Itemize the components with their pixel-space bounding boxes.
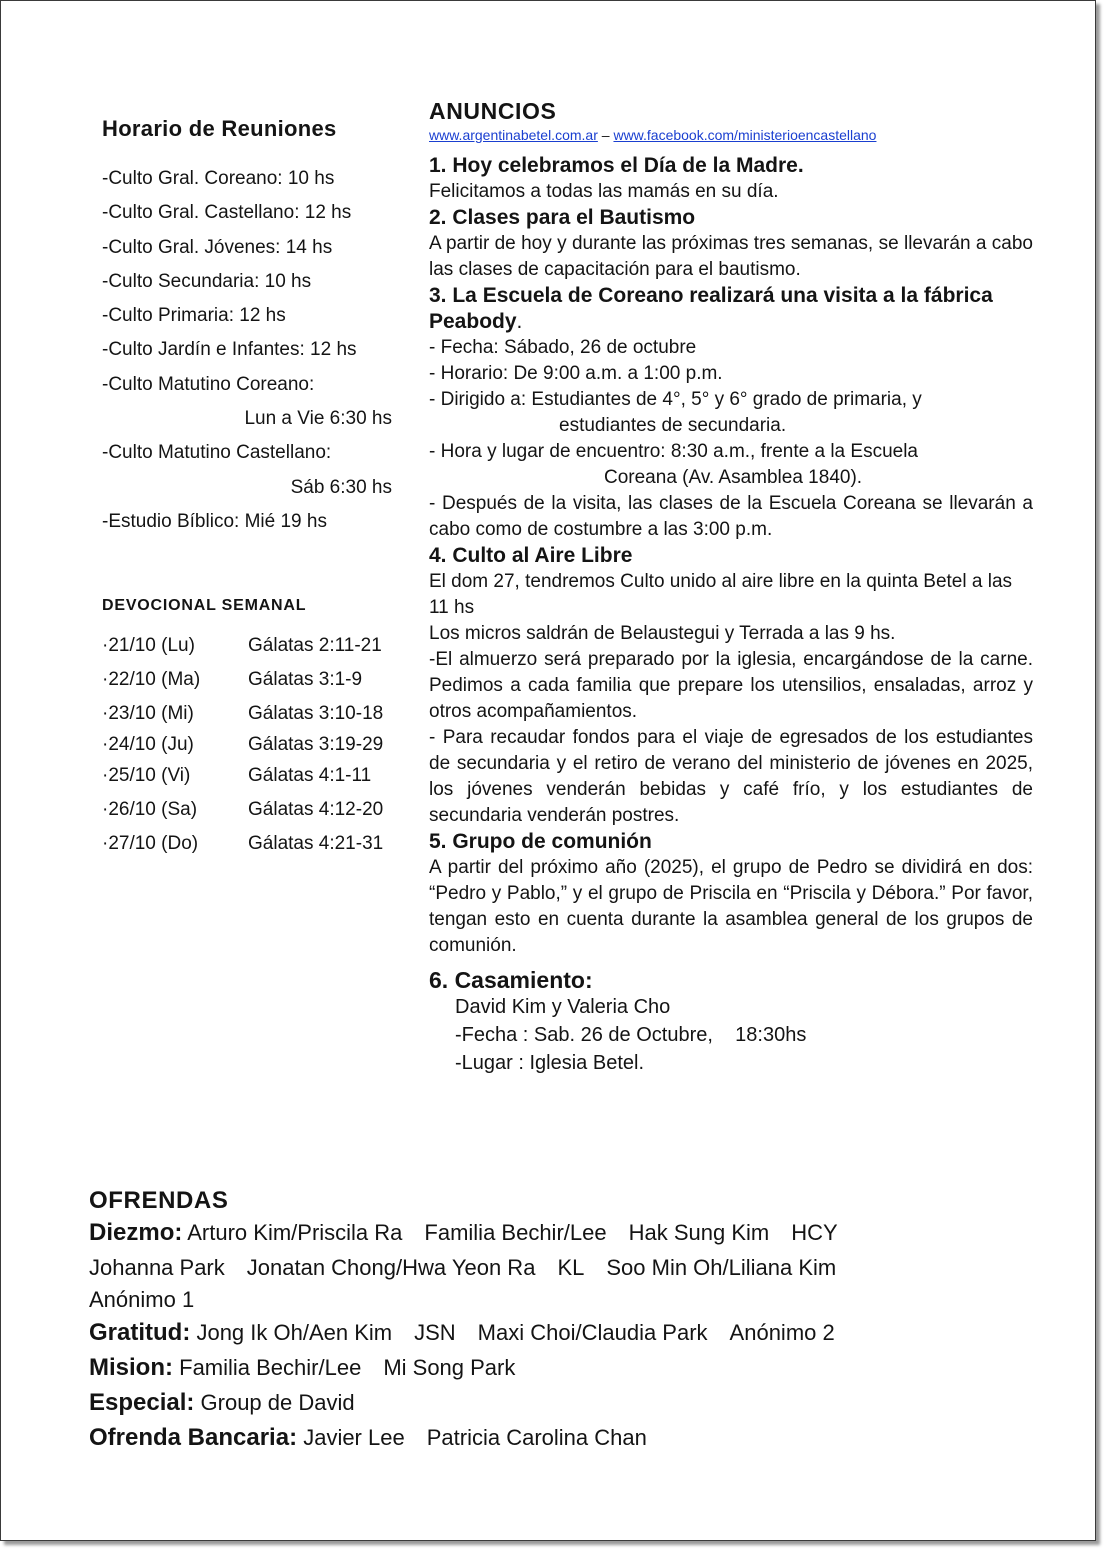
devotional-list [102, 629, 402, 861]
bancaria-line: Ofrenda Bancaria: Javier Lee Patricia Carolina Chan [89, 1424, 647, 1451]
devotional-row: ·24/10 (Ju) Gálatas 3:19-29 [102, 734, 384, 756]
devotional-row: ·27/10 (Do) Gálatas 4:21-31 [102, 833, 384, 855]
devotional-row: ·25/10 (Vi) Gálatas 4:1-11 [102, 765, 372, 787]
announcement-3-meeting-cont: Coreana (Av. Asamblea 1840). [604, 467, 863, 488]
announcement-3-audience: - Dirigido a: Estudiantes de 4°, 5° y 6° grado de primaria, y [429, 389, 922, 410]
announcement-5-text: A partir del próximo año (2025), el grupo de Pedro se dividirá en dos: “Pedro y Pablo,” y el grupo de Priscila en “Priscila y Débora.” Por favor, tengan esto en cuenta durante la asamblea general de los grupos de comunión. [429, 857, 1033, 956]
announcement-1-title: 1. Hoy celebramos el Día de la Madre. [429, 154, 804, 177]
announcement-3-title: 3. La Escuela de Coreano realizará una visita a la fábrica Peabody. [429, 284, 993, 333]
facebook-link[interactable]: www.facebook.com/ministerioencastellano [613, 127, 877, 143]
diezmo-line: Anónimo 1 [89, 1287, 195, 1312]
schedule-item: -Culto Jardín e Infantes: 12 hs [102, 339, 357, 361]
announcement-3-date: - Fecha: Sábado, 26 de octubre [429, 337, 697, 358]
announcement-3-time: - Horario: De 9:00 a.m. a 1:00 p.m. [429, 363, 723, 384]
diezmo-line: Johanna Park Jonatan Chong/Hwa Yeon Ra KL Soo Min Oh/Liliana Kim [89, 1255, 837, 1280]
offerings-title: OFRENDAS [89, 1187, 229, 1214]
announcement-4-title: 4. Culto al Aire Libre [429, 544, 633, 567]
wedding-names: David Kim y Valeria Cho [455, 996, 671, 1018]
announcement-4-text: El dom 27, tendremos Culto unido al aire libre en la quinta Betel a las 11 hs [429, 571, 1013, 618]
wedding-place: -Lugar : Iglesia Betel. [455, 1052, 644, 1074]
devotional-title: DEVOCIONAL SEMANAL [102, 597, 307, 615]
announcement-2-title: 2. Clases para el Bautismo [429, 206, 696, 229]
especial-line: Especial: Group de David [89, 1389, 355, 1416]
schedule-item: -Culto Gral. Jóvenes: 14 hs [102, 236, 333, 258]
announcement-5-title: 5. Grupo de comunión [429, 830, 652, 853]
schedule-item: -Culto Secundaria: 10 hs [102, 270, 312, 292]
devotional-row: ·23/10 (Mi) Gálatas 3:10-18 [102, 703, 384, 725]
schedule-item: -Culto Gral. Coreano: 10 hs [102, 168, 335, 189]
gratitud-line: Gratitud: Jong Ik Oh/Aen Kim JSN Maxi Choi/Claudia Park Anónimo 2 [89, 1319, 835, 1346]
mision-line: Mision: Familia Bechir/Lee Mi Song Park [89, 1354, 516, 1381]
devotional-row: ·22/10 (Ma) Gálatas 3:1-9 [102, 669, 363, 691]
devotional-row: ·21/10 (Lu) Gálatas 2:11-21 [102, 635, 382, 657]
schedule-title: Horario de Reuniones [102, 116, 337, 141]
schedule-item: -Culto Primaria: 12 hs [102, 305, 286, 327]
announcement-2-text: A partir de hoy y durante las próximas tres semanas, se llevarán a cabo las clases de capacitación para el bautismo. [429, 233, 1033, 280]
left-column [102, 116, 402, 861]
schedule-item: -Culto Matutino Castellano: Sáb 6:30 hs [102, 436, 402, 505]
website-link[interactable]: www.argentinabetel.com.ar [429, 127, 598, 143]
schedule-item-time: Lun a Vie 6:30 hs [244, 408, 392, 430]
schedule-item-time: Sáb 6:30 hs [290, 476, 392, 498]
announcement-6-title: 6. Casamiento: [429, 967, 593, 993]
devotional-row: ·26/10 (Sa) Gálatas 4:12-20 [102, 799, 384, 821]
schedule-list [102, 162, 402, 539]
schedule-item: -Estudio Bíblico: Mié 19 hs [102, 510, 327, 532]
announcements-title: ANUNCIOS [429, 98, 557, 124]
diezmo-line: Diezmo: Arturo Kim/Priscila Ra Familia Bechir/Lee Hak Sung Kim HCY [89, 1219, 838, 1246]
announcement-4-lunch: -El almuerzo será preparado por la iglesia, encargándose de la carne. Pedimos a cada familia que prepare los utensilios, ensaladas, arroz y otros acompañamientos. [429, 649, 1033, 722]
announcement-1-text: Felicitamos a todas las mamás en su día. [429, 181, 779, 202]
announcement-4-buses: Los micros saldrán de Belaustegui y Terrada a las 9 hs. [429, 623, 896, 644]
announcement-3-after: - Después de la visita, las clases de la Escuela Coreana se llevarán a cabo como de costumbre a las 3:00 p.m. [429, 493, 1033, 540]
announcement-3-audience-cont: estudiantes de secundaria. [559, 415, 787, 436]
announcement-list [429, 153, 1033, 1077]
right-column [429, 98, 1033, 1077]
schedule-item: -Culto Gral. Castellano: 12 hs [102, 202, 352, 224]
schedule-item: -Culto Matutino Coreano: Lun a Vie 6:30 hs [102, 368, 402, 437]
offerings-section [89, 1187, 989, 1455]
announcement-3-meeting: - Hora y lugar de encuentro: 8:30 a.m., frente a la Escuela [429, 441, 918, 462]
announcement-4-fundraising: - Para recaudar fondos para el viaje de egresados de los estudiantes de secundaria y el retiro de verano del ministerio de jóvenes en 2025, los jóvenes venderán bebidas y café frío, y los estudiantes de secundaria venderán postres. [429, 727, 1033, 826]
links-line: www.argentinabetel.com.ar – www.facebook.com/ministerioencastellano [429, 127, 877, 143]
wedding-date: -Fecha : Sab. 26 de Octubre, 18:30hs [455, 1024, 807, 1046]
